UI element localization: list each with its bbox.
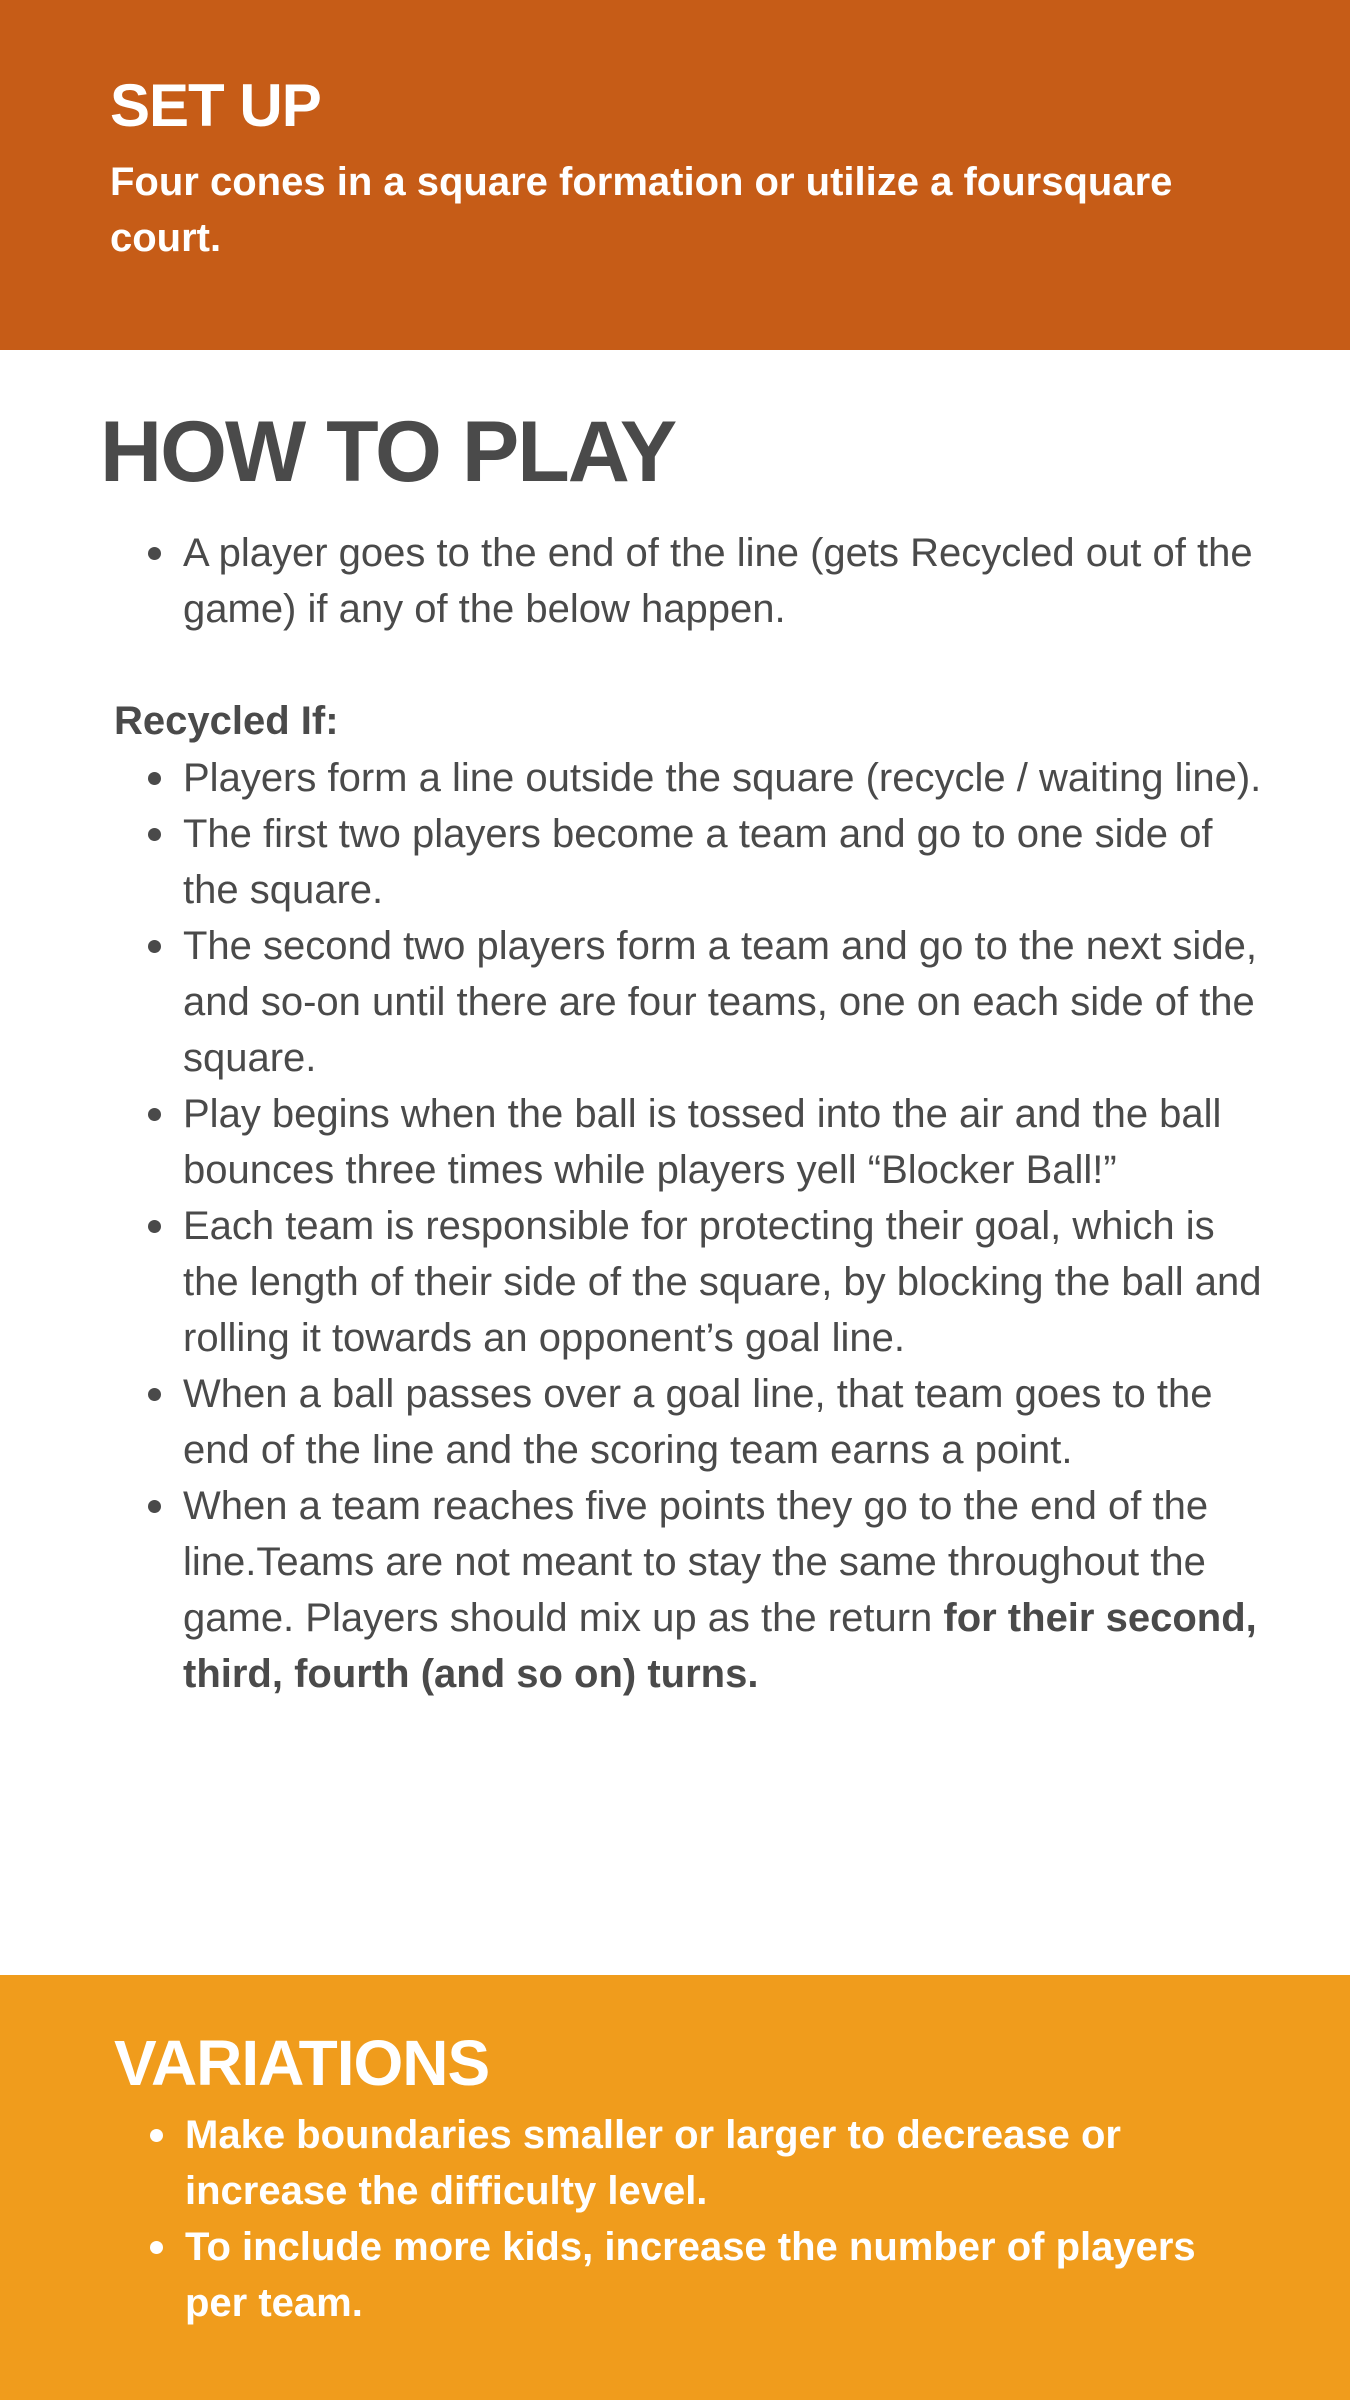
bullet-icon: [148, 828, 161, 841]
list-item: [183, 806, 1273, 918]
list-item: [185, 2219, 1265, 2331]
list-item: [183, 525, 1263, 637]
list-item: [183, 750, 1273, 806]
variations-section: [0, 1975, 1350, 2400]
bullet-icon: [148, 1108, 161, 1121]
recycled-heading: Recycled If:: [114, 699, 339, 743]
rule-text: Each team is responsible for protecting their goal, which is the length of their side of the square, by blocking the ball and rolling it towards an opponent’s goal line.: [183, 1204, 1262, 1360]
list-item: [183, 1198, 1273, 1366]
bullet-icon: [148, 1500, 161, 1513]
rule-text: The second two players form a team and go to the next side, and so-on until there are four teams, one on each side of the square.: [183, 924, 1257, 1080]
rule-text: When a team reaches five points they go to the end of the line.Teams are not meant to stay the same throughout the game. Players should mix up as the return: [183, 1484, 1209, 1640]
list-item: [183, 1366, 1273, 1478]
bullet-icon: [148, 547, 161, 560]
bullet-icon: [148, 940, 161, 953]
bullet-icon: [148, 1388, 161, 1401]
rule-text: The first two players become a team and go to one side of the square.: [183, 812, 1213, 912]
bullet-icon: [150, 2241, 163, 2254]
bullet-icon: [148, 1220, 161, 1233]
list-item: [183, 1086, 1273, 1198]
variations-list: [185, 2107, 1265, 2331]
intro-list: [183, 525, 1263, 637]
rule-text: Play begins when the ball is tossed into the air and the ball bounces three times while players yell “Blocker Ball!”: [183, 1092, 1222, 1192]
rule-text: When a ball passes over a goal line, that team goes to the end of the line and the scoring team earns a point.: [183, 1372, 1213, 1472]
list-item: [185, 2107, 1265, 2219]
list-item: [183, 918, 1273, 1086]
variation-text: To include more kids, increase the number of players per team.: [185, 2225, 1196, 2325]
setup-title: SET UP: [110, 72, 321, 139]
how-to-play-title: HOW TO PLAY: [100, 404, 676, 500]
variations-title: VARIATIONS: [114, 2027, 490, 2099]
intro-text: A player goes to the end of the line (gets Recycled out of the game) if any of the below happen.: [183, 531, 1253, 631]
variation-text: Make boundaries smaller or larger to decrease or increase the difficulty level.: [185, 2113, 1121, 2213]
setup-section: [0, 0, 1350, 350]
how-to-play-section: [0, 350, 1350, 1975]
rules-list: [183, 750, 1273, 1702]
rule-bold-text: for their second, third, fourth (and so on) turns.: [183, 1596, 1257, 1696]
setup-text: Four cones in a square formation or utilize a foursquare court.: [110, 160, 1173, 260]
bullet-icon: [150, 2129, 163, 2142]
rule-text: Players form a line outside the square (recycle / waiting line).: [183, 756, 1262, 800]
list-item: [183, 1478, 1273, 1702]
bullet-icon: [148, 772, 161, 785]
